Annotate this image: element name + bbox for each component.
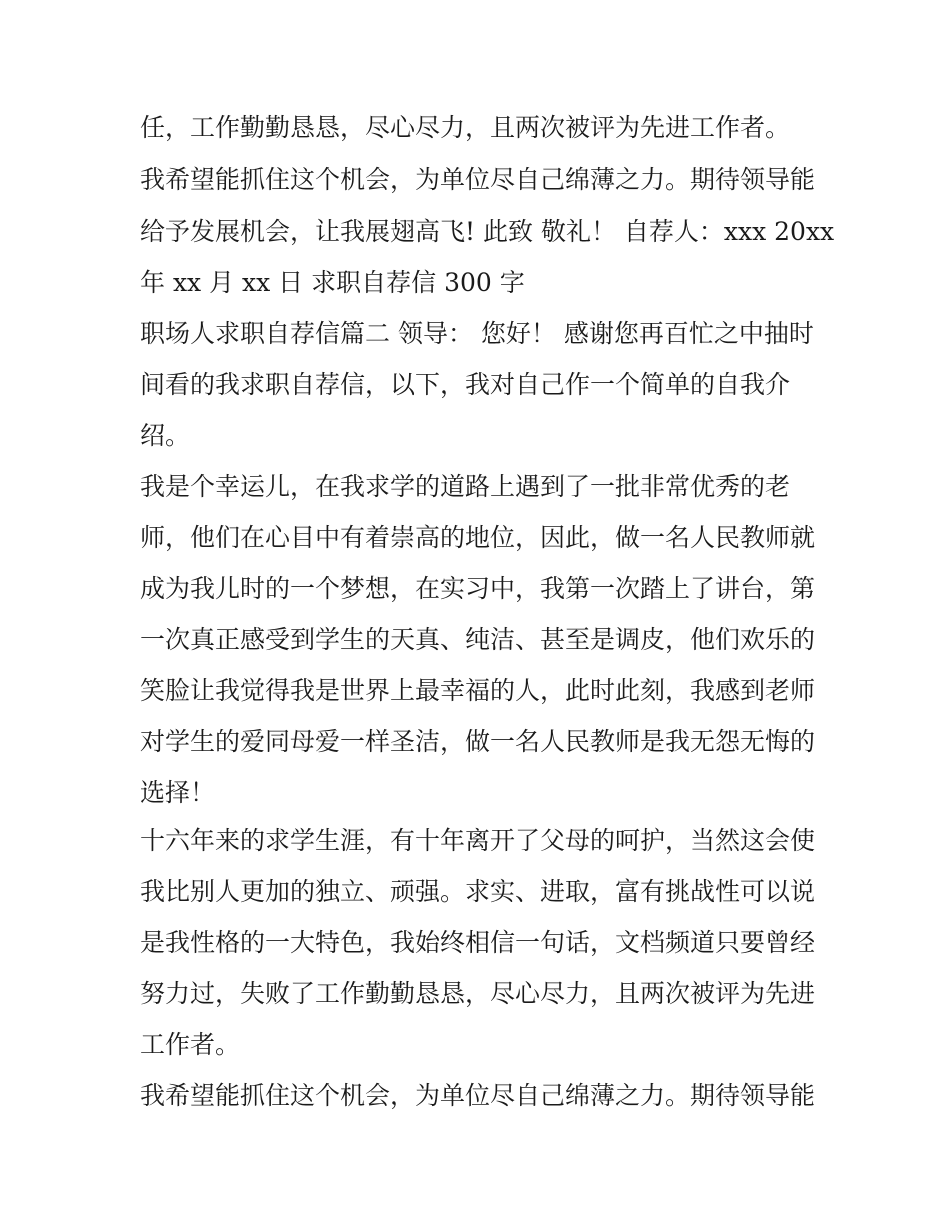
text-line: 我希望能抓住这个机会，为单位尽自己绵薄之力。期待领导能 [140,165,816,194]
text-line: 一次真正感受到学生的天真、纯洁、甚至是调皮，他们欢乐的 [140,625,816,654]
text-line: 是我性格的一大特色，我始终相信一句话，文档频道只要曾经 [140,928,816,957]
text-line: 选择！ [140,778,216,807]
text-line: 任，工作勤勤恳恳，尽心尽力，且两次被评为先进工作者。 [140,113,791,142]
text-line: 成为我儿时的一个梦想，在实习中，我第一次踏上了讲台，第 [140,574,816,603]
text-line: 笑脸让我觉得我是世界上最幸福的人，此时此刻，我感到老师 [140,676,816,705]
text-line: 绍。 [140,421,191,450]
text-line: 我比别人更加的独立、顽强。求实、进取，富有挑战性可以说 [140,877,816,906]
text-line: 间看的我求职自荐信，以下，我对自己作一个简单的自我介 [140,370,791,399]
text-line: 职场人求职自荐信篇二 领导： 您好！ 感谢您再百忙之中抽时 [140,319,814,348]
text-line: 对学生的爱同母爱一样圣洁，做一名人民教师是我无怨无悔的 [140,727,816,756]
text-line: 工作者。 [140,1030,241,1059]
text-line: 十六年来的求学生涯，有十年离开了父母的呵护，当然这会使 [140,826,816,855]
text-line: 我是个幸运儿，在我求学的道路上遇到了一批非常优秀的老 [140,472,791,501]
text-line: 努力过，失败了工作勤勤恳恳，尽心尽力，且两次被评为先进 [140,979,816,1008]
text-line: 师，他们在心目中有着崇高的地位，因此，做一名人民教师就 [140,523,816,552]
text-line: 给予发展机会，让我展翅高飞! 此致 敬礼！ 自荐人：xxx 20xx [140,217,835,246]
text-line: 年 xx 月 xx 日 求职自荐信 300 字 [140,268,525,297]
text-line: 我希望能抓住这个机会，为单位尽自己绵薄之力。期待领导能 [140,1081,816,1110]
